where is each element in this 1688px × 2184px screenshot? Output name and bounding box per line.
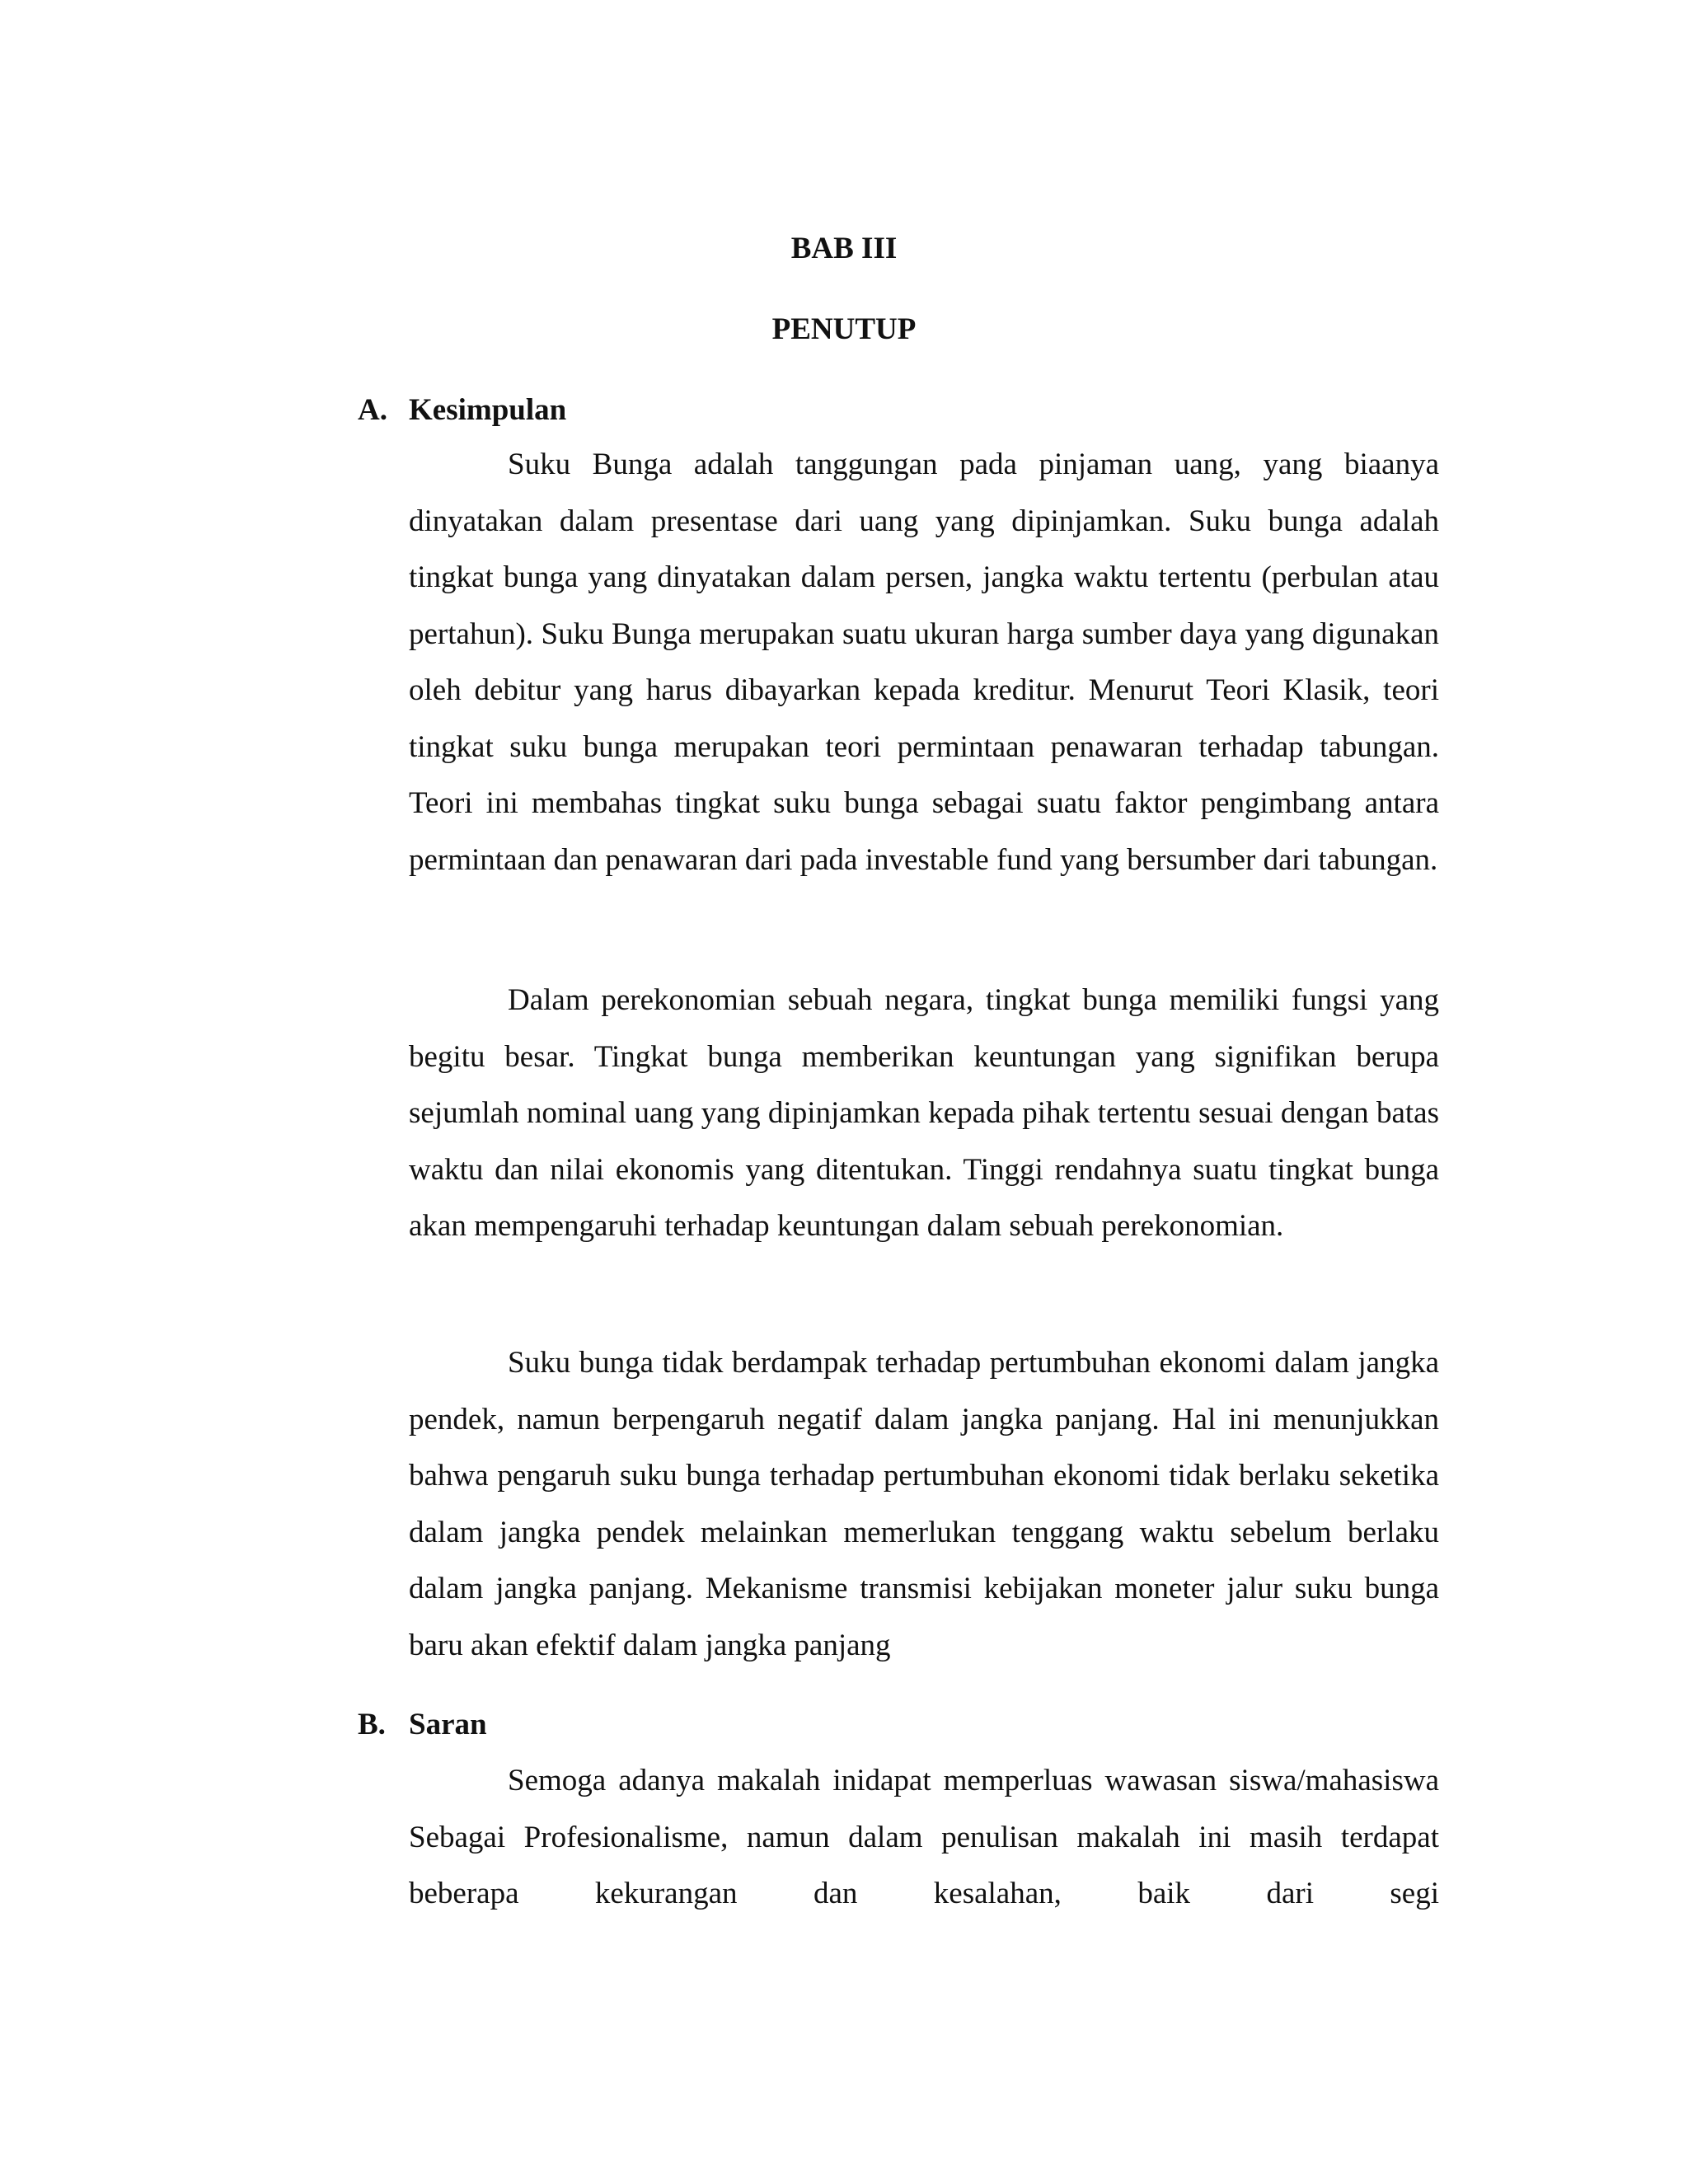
chapter-number: BAB III — [790, 232, 898, 265]
section-letter: A. — [358, 393, 387, 427]
paragraph: Dalam perekonomian sebuah negara, tingkat bunga memiliki fungsi yang begitu besar. Tingkat bunga memberikan keuntungan yang signifikan berupa sejumlah nominal uang yang dipinjamkan kepada pihak tertentu sesuai dengan batas waktu dan nilai ekonomis yang ditentukan. Tinggi rendahnya suatu tingkat bunga akan mempengaruhi terhadap keuntungan dalam sebuah perekonomian. — [409, 983, 1439, 1243]
paragraph: Suku bunga tidak berdampak terhadap pertumbuhan ekonomi dalam jangka pendek, namun berpengaruh negatif dalam jangka panjang. Hal ini menunjukkan bahwa pengaruh suku bunga terhadap pertumbuhan ekonomi tidak berlaku seketika dalam jangka pendek melainkan memerlukan tenggang waktu sebelum berlaku dalam jangka panjang. Mekanisme transmisi kebijakan moneter jalur suku bunga baru akan efektif dalam jangka panjang — [409, 1346, 1439, 1662]
paragraph: Suku Bunga adalah tanggungan pada pinjaman uang, yang biaanya dinyatakan dalam presentase dari uang yang dipinjamkan. Suku bunga adalah tingkat bunga yang dinyatakan dalam persen, jangka waktu tertentu (perbulan atau pertahun). Suku Bunga merupakan suatu ukuran harga sumber daya yang digunakan oleh debitur yang harus dibayarkan kepada kreditur. Menurut Teori Klasik, teori tingkat suku bunga merupakan teori permintaan penawaran terhadap tabungan. Teori ini membahas tingkat suku bunga sebagai suatu faktor pengimbang antara permintaan dan penawaran dari pada investable fund yang bersumber dari tabungan. — [409, 448, 1439, 877]
paragraph: Semoga adanya makalah inidapat memperluas wawasan siswa/mahasiswa Sebagai Profesionalisme, namun dalam penulisan makalah ini masih terdapat beberapa kekurangan dan kesalahan, baik dari segi — [409, 1764, 1439, 1910]
chapter-title: PENUTUP — [771, 312, 917, 346]
section-letter: B. — [358, 1708, 386, 1741]
section-heading-kesimpulan — [358, 394, 566, 427]
section-title: Kesimpulan — [409, 393, 567, 427]
section-title: Saran — [409, 1708, 487, 1741]
section-heading-saran — [358, 1708, 487, 1741]
